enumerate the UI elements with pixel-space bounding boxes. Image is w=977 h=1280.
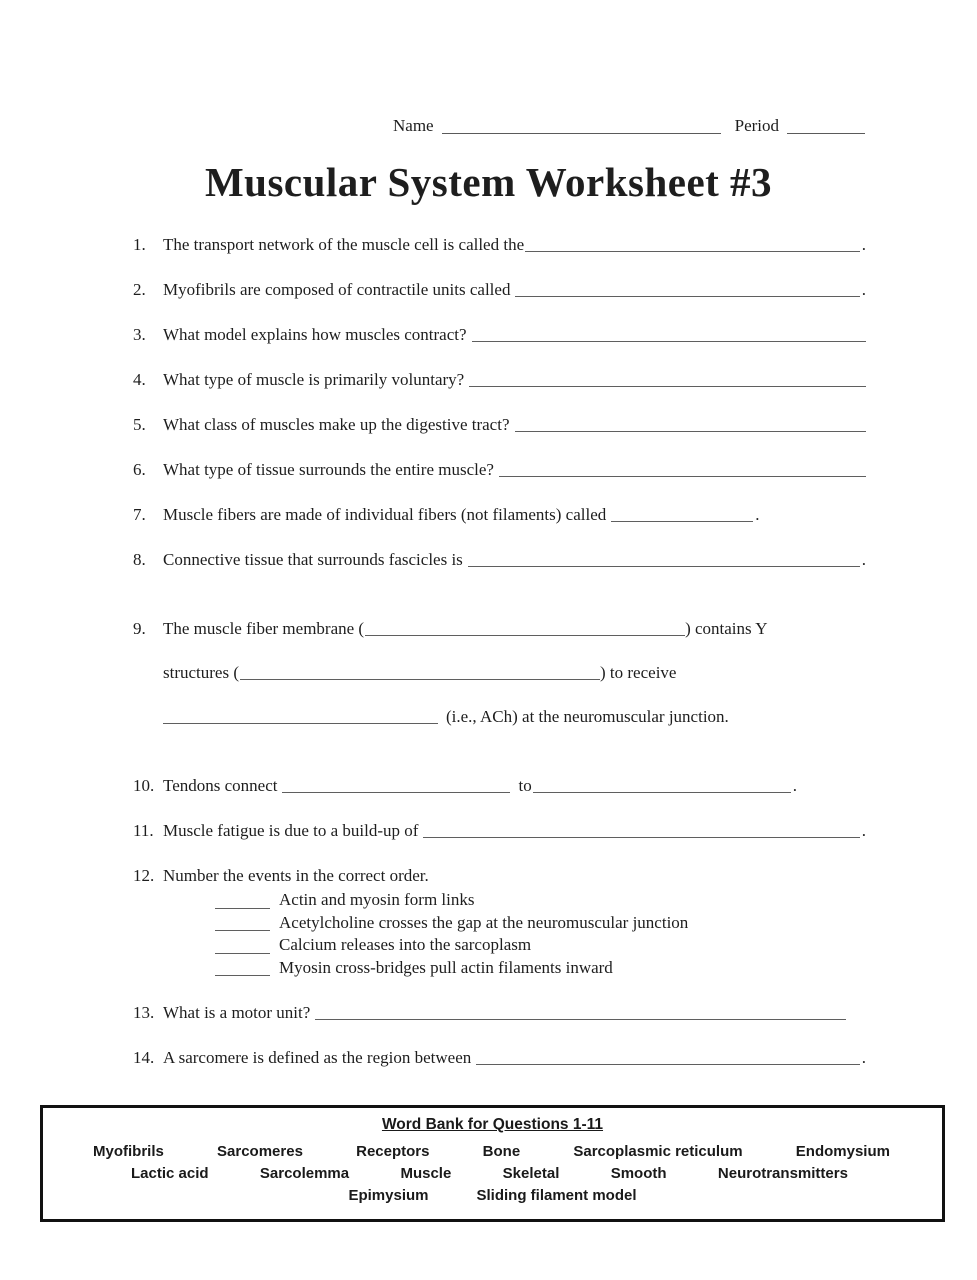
- question-text: What class of muscles make up the digestive tract?: [163, 415, 510, 434]
- question-number: 14.: [133, 1048, 155, 1067]
- name-label: Name: [393, 116, 434, 135]
- page-title: Muscular System Worksheet #3: [204, 159, 773, 205]
- question-text: Connective tissue that surrounds fascicles is: [163, 550, 463, 569]
- word-bank-word: Sarcoplasmic reticulum: [573, 1143, 743, 1160]
- question-number: 2.: [133, 280, 146, 299]
- answer-blank: [611, 506, 753, 522]
- question-13: [133, 1004, 866, 1022]
- order-number-blank: [215, 934, 270, 954]
- question-number: 6.: [133, 460, 146, 479]
- question-number: 10.: [133, 776, 155, 795]
- ordering-item: [215, 889, 866, 912]
- word-bank-word: Neurotransmitters: [717, 1165, 848, 1182]
- question-number: 3.: [133, 325, 146, 344]
- ordering-item-label: Actin and myosin form links: [279, 890, 475, 909]
- answer-blank: [240, 664, 600, 680]
- question-text: (i.e., ACh) at the neuromuscular junction.: [446, 707, 729, 726]
- order-number-blank: [215, 957, 270, 977]
- order-number-blank: [215, 889, 270, 909]
- word-bank-row: [43, 1163, 942, 1185]
- question-number: 13.: [133, 1003, 155, 1022]
- question-4: [133, 371, 866, 389]
- question-number: 8.: [133, 550, 146, 569]
- word-bank-word: Sliding filament model: [476, 1187, 637, 1204]
- question-number: 4.: [133, 370, 146, 389]
- trailing-period: .: [861, 1048, 866, 1067]
- answer-blank: [282, 777, 510, 793]
- answer-blank: [469, 371, 866, 387]
- ordering-item-label: Acetylcholine crosses the gap at the neuromuscular junction: [279, 912, 689, 932]
- answer-blank: [468, 551, 860, 567]
- word-bank-word: Skeletal: [502, 1165, 560, 1182]
- answer-blank: [499, 461, 866, 477]
- question-text: Myofibrils are composed of contractile units called: [163, 280, 511, 299]
- period-blank-line: [787, 119, 865, 134]
- word-bank-word: Sarcolemma: [259, 1165, 350, 1182]
- trailing-period: .: [861, 235, 866, 254]
- word-bank-box: [40, 1105, 945, 1222]
- answer-blank: [365, 620, 685, 636]
- question-6: [133, 461, 866, 479]
- question-number: 7.: [133, 505, 146, 524]
- question-number: 5.: [133, 415, 146, 434]
- period-label: Period: [734, 116, 779, 135]
- question-number: 9.: [133, 619, 146, 638]
- question-3: [133, 326, 866, 344]
- question-7: [133, 506, 866, 524]
- question-5: [133, 416, 866, 434]
- question-8: [133, 551, 866, 569]
- trailing-period: .: [792, 776, 797, 795]
- question-9: [133, 620, 866, 726]
- word-bank-word: Sarcomeres: [217, 1143, 303, 1160]
- word-bank-word: Myofibrils: [93, 1143, 164, 1160]
- trailing-period: .: [861, 821, 866, 840]
- question-text: What model explains how muscles contract?: [163, 325, 467, 344]
- question-1: [133, 236, 866, 254]
- question-text: to: [518, 776, 532, 795]
- answer-blank: [533, 777, 791, 793]
- answer-blank: [525, 236, 860, 252]
- question-text: ) to receive: [600, 663, 677, 682]
- question-text: What type of tissue surrounds the entire muscle?: [163, 460, 494, 479]
- ordering-item: [215, 934, 866, 957]
- word-bank-word: Smooth: [610, 1165, 667, 1182]
- trailing-period: .: [755, 505, 760, 524]
- worksheet-header: [0, 0, 977, 136]
- question-text: A sarcomere is defined as the region between: [163, 1048, 472, 1067]
- question-text: Muscle fibers are made of individual fibers (not filaments) called: [163, 505, 607, 524]
- order-number-blank: [215, 912, 270, 932]
- question-text: Muscle fatigue is due to a build-up of: [163, 821, 419, 840]
- word-bank-word: Receptors: [356, 1143, 430, 1160]
- question-text: The transport network of the muscle cell is called the: [163, 235, 525, 254]
- trailing-period: .: [861, 550, 866, 569]
- word-bank-word: Endomysium: [795, 1143, 890, 1160]
- question-text: Tendons connect: [163, 776, 278, 795]
- word-bank-title: Word Bank for Questions 1-11: [381, 1116, 604, 1133]
- question-number: 1.: [133, 235, 146, 254]
- ordering-items: [215, 889, 866, 979]
- word-bank-word: Epimysium: [348, 1187, 429, 1204]
- question-number: 12.: [133, 866, 155, 885]
- answer-blank: [315, 1004, 846, 1020]
- ordering-item: [215, 912, 866, 935]
- ordering-item: [215, 957, 866, 980]
- question-text: The muscle fiber membrane (: [163, 619, 365, 638]
- question-12: [133, 867, 866, 979]
- question-text: ) contains Y: [685, 619, 768, 638]
- ordering-item-label: Calcium releases into the sarcoplasm: [279, 935, 532, 954]
- answer-blank: [472, 326, 866, 342]
- question-2: [133, 281, 866, 299]
- word-bank-row: [43, 1141, 942, 1163]
- ordering-item-label: Myosin cross-bridges pull actin filaments inward: [279, 957, 613, 977]
- question-text: What is a motor unit?: [163, 1003, 311, 1022]
- name-blank-line: [442, 119, 721, 134]
- question-10: [133, 777, 866, 795]
- word-bank-word: Bone: [482, 1143, 521, 1160]
- answer-blank: [163, 708, 438, 724]
- question-11: [133, 822, 866, 840]
- answer-blank: [476, 1049, 860, 1065]
- question-text: Number the events in the correct order.: [163, 866, 429, 885]
- word-bank-word: Muscle: [400, 1165, 452, 1182]
- answer-blank: [515, 416, 867, 432]
- trailing-period: .: [861, 280, 866, 299]
- question-list: [133, 236, 866, 1067]
- question-14: [133, 1049, 866, 1067]
- question-text: structures (: [163, 663, 240, 682]
- answer-blank: [423, 822, 859, 838]
- word-bank-word: Lactic acid: [131, 1165, 209, 1182]
- question-number: 11.: [133, 821, 154, 840]
- answer-blank: [515, 281, 859, 297]
- word-bank-row: [43, 1185, 942, 1207]
- question-text: What type of muscle is primarily voluntary?: [163, 370, 465, 389]
